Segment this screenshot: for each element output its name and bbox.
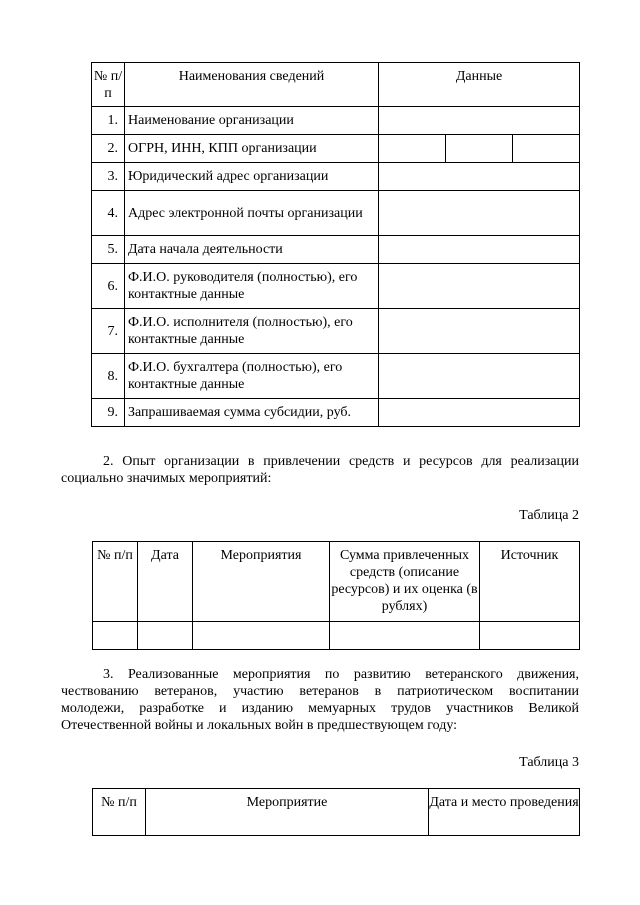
section3-line1: 3. Реализованные мероприятия по развитию ветеранского движения, — [103, 667, 579, 682]
fundraising-experience-table — [92, 541, 580, 650]
row-number: 9. — [92, 399, 125, 427]
row-label: Запрашиваемая сумма субсидии, руб. — [125, 399, 379, 427]
table3-header-num: № п/п — [93, 789, 146, 836]
section3-line3: молодежи, разработке и изданию мемуарных трудов участников Великой — [61, 701, 579, 716]
empty-cell[interactable] — [193, 622, 330, 650]
data-cell[interactable] — [379, 309, 580, 354]
row-label: Юридический адрес организации — [125, 163, 379, 191]
row-label: Дата начала деятельности — [125, 236, 379, 264]
table-row — [92, 107, 580, 135]
row-label: Наименование организации — [125, 107, 379, 135]
row-number: 2. — [92, 135, 125, 163]
inn-cell[interactable] — [446, 135, 513, 163]
row-number: 4. — [92, 191, 125, 236]
table2-header-source: Источник — [480, 542, 580, 622]
section3-paragraph — [61, 666, 579, 734]
table-row — [92, 399, 580, 427]
table-row — [92, 163, 580, 191]
data-cell[interactable] — [379, 163, 580, 191]
row-number: 5. — [92, 236, 125, 264]
table2-header-events: Мероприятия — [193, 542, 330, 622]
table-row — [93, 622, 580, 650]
row-number: 8. — [92, 354, 125, 399]
data-cell[interactable] — [379, 236, 580, 264]
table3-caption: Таблица 3 — [519, 755, 579, 770]
row-number: 6. — [92, 264, 125, 309]
table-row — [92, 135, 580, 163]
row-label: Ф.И.О. исполнителя (полностью), его контактные данные — [125, 309, 379, 354]
ogrn-cell[interactable] — [379, 135, 446, 163]
row-number: 1. — [92, 107, 125, 135]
table-row — [92, 236, 580, 264]
organization-info-table — [91, 62, 580, 427]
section3-line2: чествованию ветеранов, участию ветеранов в патриотическом воспитании — [61, 684, 579, 699]
empty-cell[interactable] — [93, 622, 138, 650]
table1-header-num: № п/п — [92, 63, 125, 107]
row-number: 3. — [92, 163, 125, 191]
table-row — [92, 264, 580, 309]
data-cell[interactable] — [379, 399, 580, 427]
row-label: Ф.И.О. руководителя (полностью), его контактные данные — [125, 264, 379, 309]
empty-cell[interactable] — [330, 622, 480, 650]
data-cell[interactable] — [379, 191, 580, 236]
data-cell[interactable] — [379, 107, 580, 135]
table-row — [92, 191, 580, 236]
realized-events-table — [92, 788, 580, 836]
empty-cell[interactable] — [138, 622, 193, 650]
section2-line2: социально значимых мероприятий: — [61, 471, 272, 486]
section2-paragraph — [61, 453, 579, 487]
row-number: 7. — [92, 309, 125, 354]
section3-line4: Отечественной войны и локальных войн в предшествующем году: — [61, 718, 458, 733]
data-cell[interactable] — [379, 354, 580, 399]
table2-header-sum: Сумма привлеченных средств (описание ресурсов) и их оценка (в рублях) — [330, 542, 480, 622]
table2-header-num: № п/п — [93, 542, 138, 622]
table2-caption: Таблица 2 — [519, 508, 579, 523]
row-label: Ф.И.О. бухгалтера (полностью), его контактные данные — [125, 354, 379, 399]
table3-header-date-place: Дата и место проведения — [429, 789, 580, 836]
row-label: Адрес электронной почты организации — [125, 191, 379, 236]
data-cell[interactable] — [379, 264, 580, 309]
kpp-cell[interactable] — [513, 135, 580, 163]
empty-cell[interactable] — [480, 622, 580, 650]
row-label: ОГРН, ИНН, КПП организации — [125, 135, 379, 163]
table1-header-data: Данные — [379, 63, 580, 107]
table2-header-date: Дата — [138, 542, 193, 622]
section2-line1: 2. Опыт организации в привлечении средств и ресурсов для реализации — [103, 454, 579, 469]
table-row — [92, 309, 580, 354]
table3-header-event: Мероприятие — [146, 789, 429, 836]
table-row — [92, 354, 580, 399]
table1-header-name: Наименования сведений — [125, 63, 379, 107]
